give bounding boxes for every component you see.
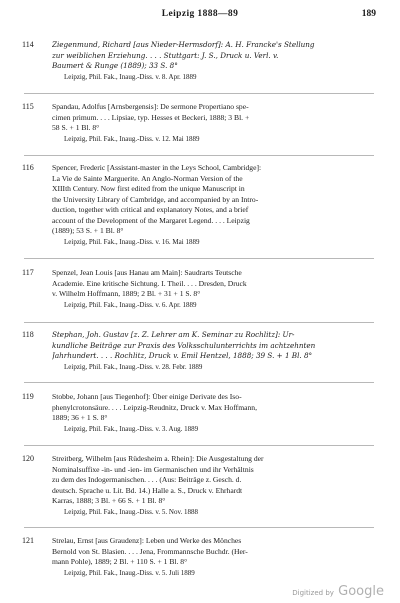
entry-line: Spenzel, Jean Louis [aus Hanau am Main]: Saudrarts Teutsche bbox=[52, 268, 242, 277]
entry-text bbox=[52, 330, 382, 372]
entry-line: Spandau, Adolfus [Arnsbergensis]: De sermone Propertiano spe- bbox=[52, 102, 249, 111]
entry-line: Spencer, Frederic [Assistant-master in the Leys School, Cambridge]: bbox=[52, 163, 262, 172]
divider bbox=[24, 93, 374, 94]
divider bbox=[24, 382, 374, 383]
entry-line: 58 S. + 1 Bl. 8° bbox=[52, 123, 100, 132]
divider bbox=[24, 527, 374, 528]
entry-text bbox=[52, 102, 382, 144]
entry-line: Stephan, Joh. Gustav [z. Z. Lehrer am K. Seminar zu Rochlitz]: Ur- bbox=[52, 330, 295, 339]
running-title: Leipzig 1888—89 bbox=[161, 9, 239, 19]
entry-line: phenylcrotonsäure. . . . Leipzig-Reudnitz, Druck v. Max Hoffmann, bbox=[52, 402, 257, 412]
entry-number: 121 bbox=[22, 536, 34, 545]
entry-line: Streitberg, Wilhelm [aus Rüdesheim a. Rhein]: Die Ausgestaltung der bbox=[52, 454, 264, 463]
divider bbox=[24, 155, 374, 156]
entry-line: deutsch. Sprache u. Lit. Bd. 14.) Halle a. S., Druck v. Ehrhardt bbox=[52, 485, 243, 495]
entry-line: Bernold von St. Blasien. . . . Jena, Frommannsche Buchdr. (Her- bbox=[52, 546, 248, 556]
entry-line: Ziegenmund, Richard [aus Nieder-Hermsdorf]: A. H. Francke's Stellung bbox=[52, 40, 315, 49]
entry-text bbox=[52, 454, 382, 517]
entry-line: Stobbe, Johann [aus Tiegenhof]: Über einige Derivate des Iso- bbox=[52, 392, 242, 401]
running-head bbox=[0, 9, 400, 23]
dissertation-note: Leipzig, Phil. Fak., Inaug.-Diss. v. 16. Mai 1889 bbox=[64, 237, 200, 246]
entry-number: 117 bbox=[22, 268, 34, 277]
entry-text bbox=[52, 40, 382, 82]
entry-line: Academie. Eine kritische Sichtung. I. Theil. . . . Dresden, Druck bbox=[52, 278, 247, 288]
entry-line: Karras, 1888; 3 Bl. + 66 S. + 1 Bl. 8° bbox=[52, 496, 166, 505]
entry-line: zu dem des Indogermanischen. . . . (Aus: Beiträge z. Gesch. d. bbox=[52, 475, 242, 484]
entry-line: v. Wilhelm Hoffmann, 1889; 2 Bl. + 31 + 1 S. 8° bbox=[52, 289, 201, 298]
entry-line: La Vie de Sainte Marguerite. An Anglo-Norman Version of the bbox=[52, 173, 243, 183]
divider bbox=[24, 445, 374, 446]
entry-line: cimen primum. . . . Lipsiae, typ. Hesses et Beckeri, 1888; 3 Bl. + bbox=[52, 112, 250, 122]
entry-line: kundliche Beiträge zur Praxis des Volksschulunterrichts im achtzehnten bbox=[52, 340, 316, 350]
dissertation-note: Leipzig, Phil. Fak., Inaug.-Diss. v. 5. Juli 1889 bbox=[64, 568, 195, 577]
entry-line: 1889; 36 + 1 S. 8° bbox=[52, 413, 108, 422]
entry-line: Jahrhundert. . . . Rochlitz, Druck v. Emil Hentzel, 1888; 39 S. + 1 Bl. 8° bbox=[52, 351, 313, 360]
dissertation-note: Leipzig, Phil. Fak., Inaug.-Diss. v. 3. Aug. 1889 bbox=[64, 424, 199, 433]
dissertation-note: Leipzig, Phil. Fak., Inaug.-Diss. v. 6. Apr. 1889 bbox=[64, 300, 197, 309]
entry-line: Baumert & Runge (1889); 33 S. 8° bbox=[52, 61, 178, 70]
divider bbox=[24, 258, 374, 259]
entry-text bbox=[52, 536, 382, 578]
page-number: 189 bbox=[361, 9, 376, 19]
entry-line: zur weiblichen Erziehung. . . . Stuttgart: J. S., Druck u. Verl. v. bbox=[52, 50, 279, 60]
entry-number: 114 bbox=[22, 40, 34, 49]
digitization-watermark bbox=[292, 584, 384, 599]
entry-text bbox=[52, 392, 382, 434]
entry-text bbox=[52, 268, 382, 310]
entry-line: duction, together with critical and explanatory Notes, and a brief bbox=[52, 205, 249, 214]
google-logo: Google bbox=[338, 584, 384, 599]
dissertation-note: Leipzig, Phil. Fak., Inaug.-Diss. v. 12. Mai 1889 bbox=[64, 134, 200, 143]
entry-number: 116 bbox=[22, 163, 34, 172]
entry-line: Nominalsuffixe -in- und -ien- im Germanischen und ihr Verhältnis bbox=[52, 464, 254, 474]
watermark-prefix: Digitized by bbox=[292, 589, 334, 597]
entry-text bbox=[52, 163, 382, 247]
dissertation-note: Leipzig, Phil. Fak., Inaug.-Diss. v. 8. Apr. 1889 bbox=[64, 72, 197, 81]
entry-number: 119 bbox=[22, 392, 34, 401]
entry-number: 118 bbox=[22, 330, 34, 339]
dissertation-note: Leipzig, Phil. Fak., Inaug.-Diss. v. 5. Nov. 1888 bbox=[64, 507, 199, 516]
divider bbox=[24, 322, 374, 323]
entry-number: 120 bbox=[22, 454, 34, 463]
entry-line: Strelau, Ernst [aus Graudenz]: Leben und Werke des Mönches bbox=[52, 536, 242, 545]
entry-line: the University Library of Cambridge, and accompanied by an Intro- bbox=[52, 194, 259, 204]
entry-line: (1889); 53 S. + 1 Bl. 8° bbox=[52, 226, 124, 235]
dissertation-note: Leipzig, Phil. Fak., Inaug.-Diss. v. 28. Febr. 1889 bbox=[64, 362, 203, 371]
entry-line: XIIIth Century. Now first edited from the unique Manuscript in bbox=[52, 184, 245, 193]
entry-line: account of the Development of the Margaret Legend. . . . Leipzig bbox=[52, 215, 250, 225]
entry-line: mann Pohle), 1889; 2 Bl. + 110 S. + 1 Bl. 8° bbox=[52, 557, 188, 566]
entry-number: 115 bbox=[22, 102, 34, 111]
